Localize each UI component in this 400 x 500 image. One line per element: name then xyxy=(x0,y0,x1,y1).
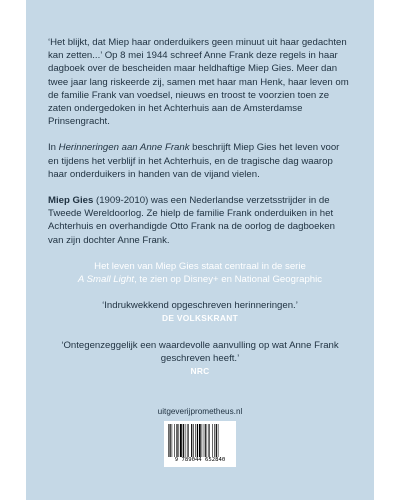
book-description-paragraph xyxy=(48,141,352,181)
series-line2: , te zien op Disney+ en National Geographic xyxy=(134,274,323,286)
author-name: Miep Gies xyxy=(48,195,94,207)
publisher-website: uitgeverijprometheus.nl xyxy=(157,407,243,416)
description-rest: beschrijft Miep Gies het leven voor en tijdens het verblijf in het Achterhuis, en de tragische dag waarop haar onderduikers in handen van de vijand vielen. xyxy=(48,142,340,180)
quote-source: NRC xyxy=(190,366,210,377)
quote-source: DE VOLKSKRANT xyxy=(161,313,239,324)
author-bio-text: (1909-2010) was een Nederlandse verzetsstrijder in de Tweede Wereldoorlog. Ze hielp de familie Frank onderduiken in het Achterhuis en overhandigde Otto Frank na de oorlog de dagboeken van zijn dochter Anne Frank. xyxy=(48,195,335,246)
author-bio-paragraph xyxy=(48,194,352,247)
quote-text: ‘Ontegenzeggelijk een waardevolle aanvulling op wat Anne Frank geschreven heeft.’ xyxy=(61,339,339,364)
intro-paragraph: ‘Het blijkt, dat Miep haar onderduikers geen minuut uit haar gedachten kan zetten...’ Op 8 mei 1944 schreef Anne Frank deze regels in haar dagboek over de bescheiden maar heldhaftige Miep Gies. Meer dan twee jaar lang riskeerde zij, samen met haar man Henk, haar leven om de familie Frank van voedsel, nieuws en troost te voorzien toen ze zaten ondergedoken in het Achterhuis aan de Amsterdamse Prinsengracht. xyxy=(48,37,349,128)
barcode xyxy=(164,421,236,467)
isbn-number: 9 789044 652840 xyxy=(174,457,226,463)
quote-text: ‘Indrukwekkend opgeschreven herinneringen.’ xyxy=(102,300,298,312)
series-line1: Het leven van Miep Gies staat centraal in de serie xyxy=(94,260,306,272)
series-highlight xyxy=(48,260,352,286)
review-quote-2 xyxy=(48,339,352,379)
book-title: Herinneringen aan Anne Frank xyxy=(58,142,190,154)
barcode-bars xyxy=(168,424,232,457)
series-title: A Small Light xyxy=(77,274,135,286)
description-lead: In xyxy=(48,142,59,154)
review-quote-1 xyxy=(48,299,352,325)
cover-text xyxy=(48,36,352,392)
